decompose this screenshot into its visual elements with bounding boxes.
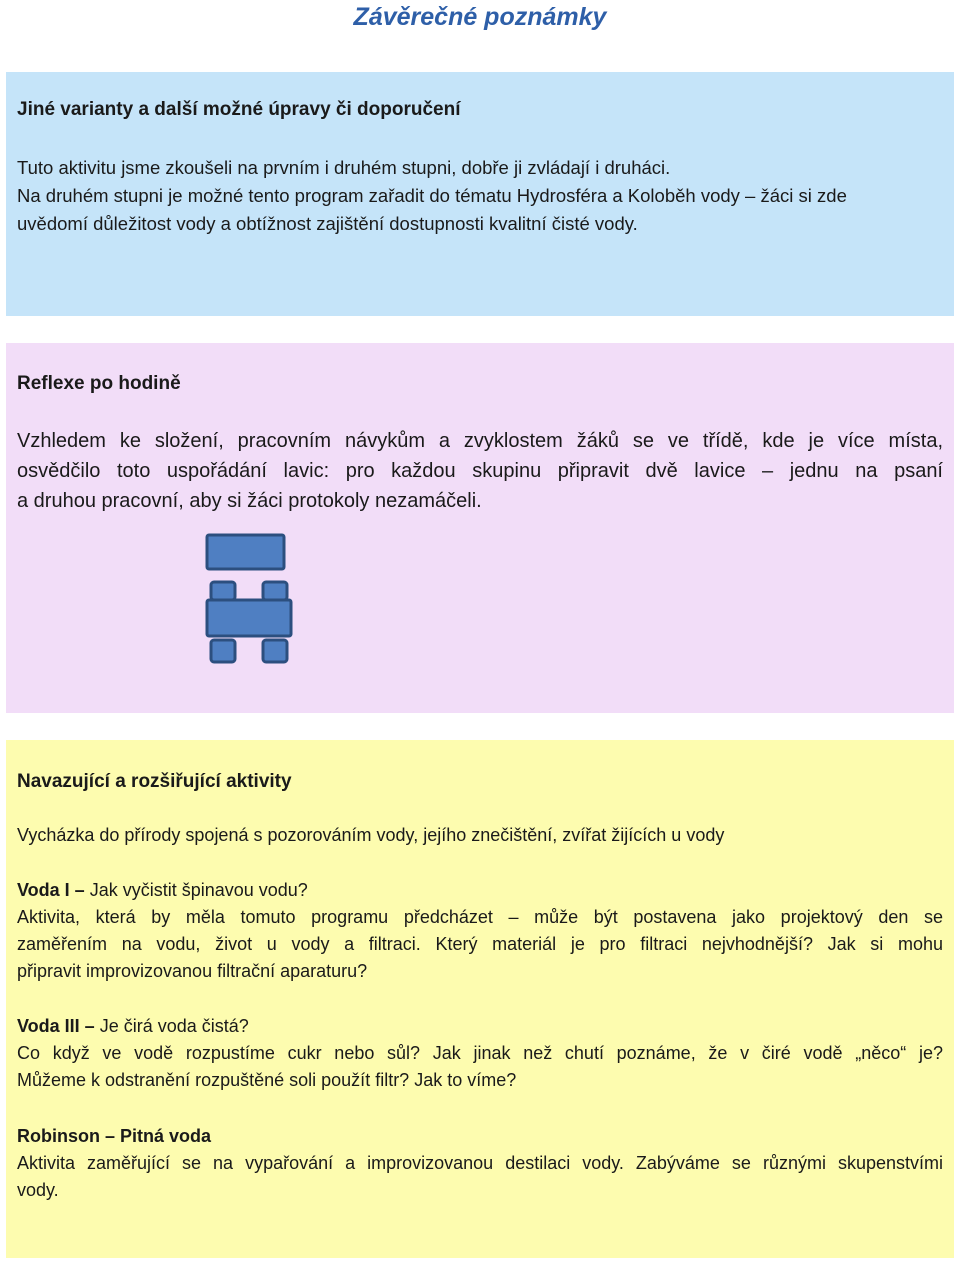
page-title: Závěrečné poznámky	[353, 3, 607, 31]
desk-arrangement-diagram	[204, 532, 296, 666]
activity-line: připravit improvizovanou filtrační aparaturu?	[17, 961, 368, 981]
work-desk	[207, 600, 291, 636]
activity-line: vody.	[17, 1180, 59, 1200]
activity-name: Voda I –	[17, 880, 85, 900]
reflection-section	[6, 343, 954, 713]
activity-name: Voda III –	[17, 1016, 95, 1036]
follow-up-section	[6, 740, 954, 1258]
activity-line: zaměřením na vodu, život u vody a filtraci. Který materiál je pro filtraci nejvhodnější? Jak si mohu	[17, 934, 943, 954]
reflection-heading: Reflexe po hodině	[17, 373, 181, 394]
activity-subtitle: Jak vyčistit špinavou vodu?	[84, 880, 308, 900]
variants-section	[6, 72, 954, 316]
variants-line: Tuto aktivitu jsme zkoušeli na prvním i druhém stupni, dobře ji zvládají i druháci.	[17, 157, 671, 178]
activity-line: Co když ve vodě rozpustíme cukr nebo sůl? Jak jinak než chutí poznáme, že v čiré vodě „něco“ je?	[17, 1043, 943, 1063]
variants-heading: Jiné varianty a další možné úpravy či doporučení	[17, 99, 461, 120]
chair-bottom-right	[263, 640, 287, 662]
reflection-line: osvědčilo toto uspořádání lavic: pro každou skupinu připravit dvě lavice – jednu na psaní	[17, 460, 943, 482]
activity-voda-3	[17, 1013, 943, 1094]
activity-line: Aktivita zaměřující se na vypařování a improvizovanou destilaci vody. Zabýváme se různými skupenstvími	[17, 1153, 943, 1173]
variants-line: uvědomí důležitost vody a obtížnost zajištění dostupnosti kvalitní čisté vody.	[17, 213, 638, 234]
chair-top-left	[211, 582, 235, 600]
variants-text	[17, 154, 943, 238]
activity-name: Robinson – Pitná voda	[17, 1126, 212, 1146]
reflection-line: a druhou pracovní, aby si žáci protokoly nezamáčeli.	[17, 490, 482, 512]
activity-line: Můžeme k odstranění rozpuštěné soli použít filtr? Jak to víme?	[17, 1070, 517, 1090]
variants-line: Na druhém stupni je možné tento program zařadit do tématu Hydrosféra a Koloběh vody – žáci si zde	[17, 185, 847, 206]
activity-voda-1	[17, 877, 943, 985]
activity-subtitle: Je čirá voda čistá?	[94, 1016, 249, 1036]
follow-up-intro: Vycházka do přírody spojená s pozorováním vody, jejího znečištění, zvířat žijících u vody	[17, 825, 725, 845]
follow-up-heading: Navazující a rozšiřující aktivity	[17, 771, 292, 792]
writing-desk	[207, 535, 284, 569]
activity-line: Aktivita, která by měla tomuto programu předcházet – může být postavena jako projektový den se	[17, 907, 943, 927]
reflection-line: Vzhledem ke složení, pracovním návykům a zvyklostem žáků se ve třídě, kde je více místa,	[17, 430, 943, 452]
chair-top-right	[263, 582, 287, 600]
chair-bottom-left	[211, 640, 235, 662]
activity-robinson	[17, 1123, 943, 1204]
reflection-text	[17, 426, 943, 516]
